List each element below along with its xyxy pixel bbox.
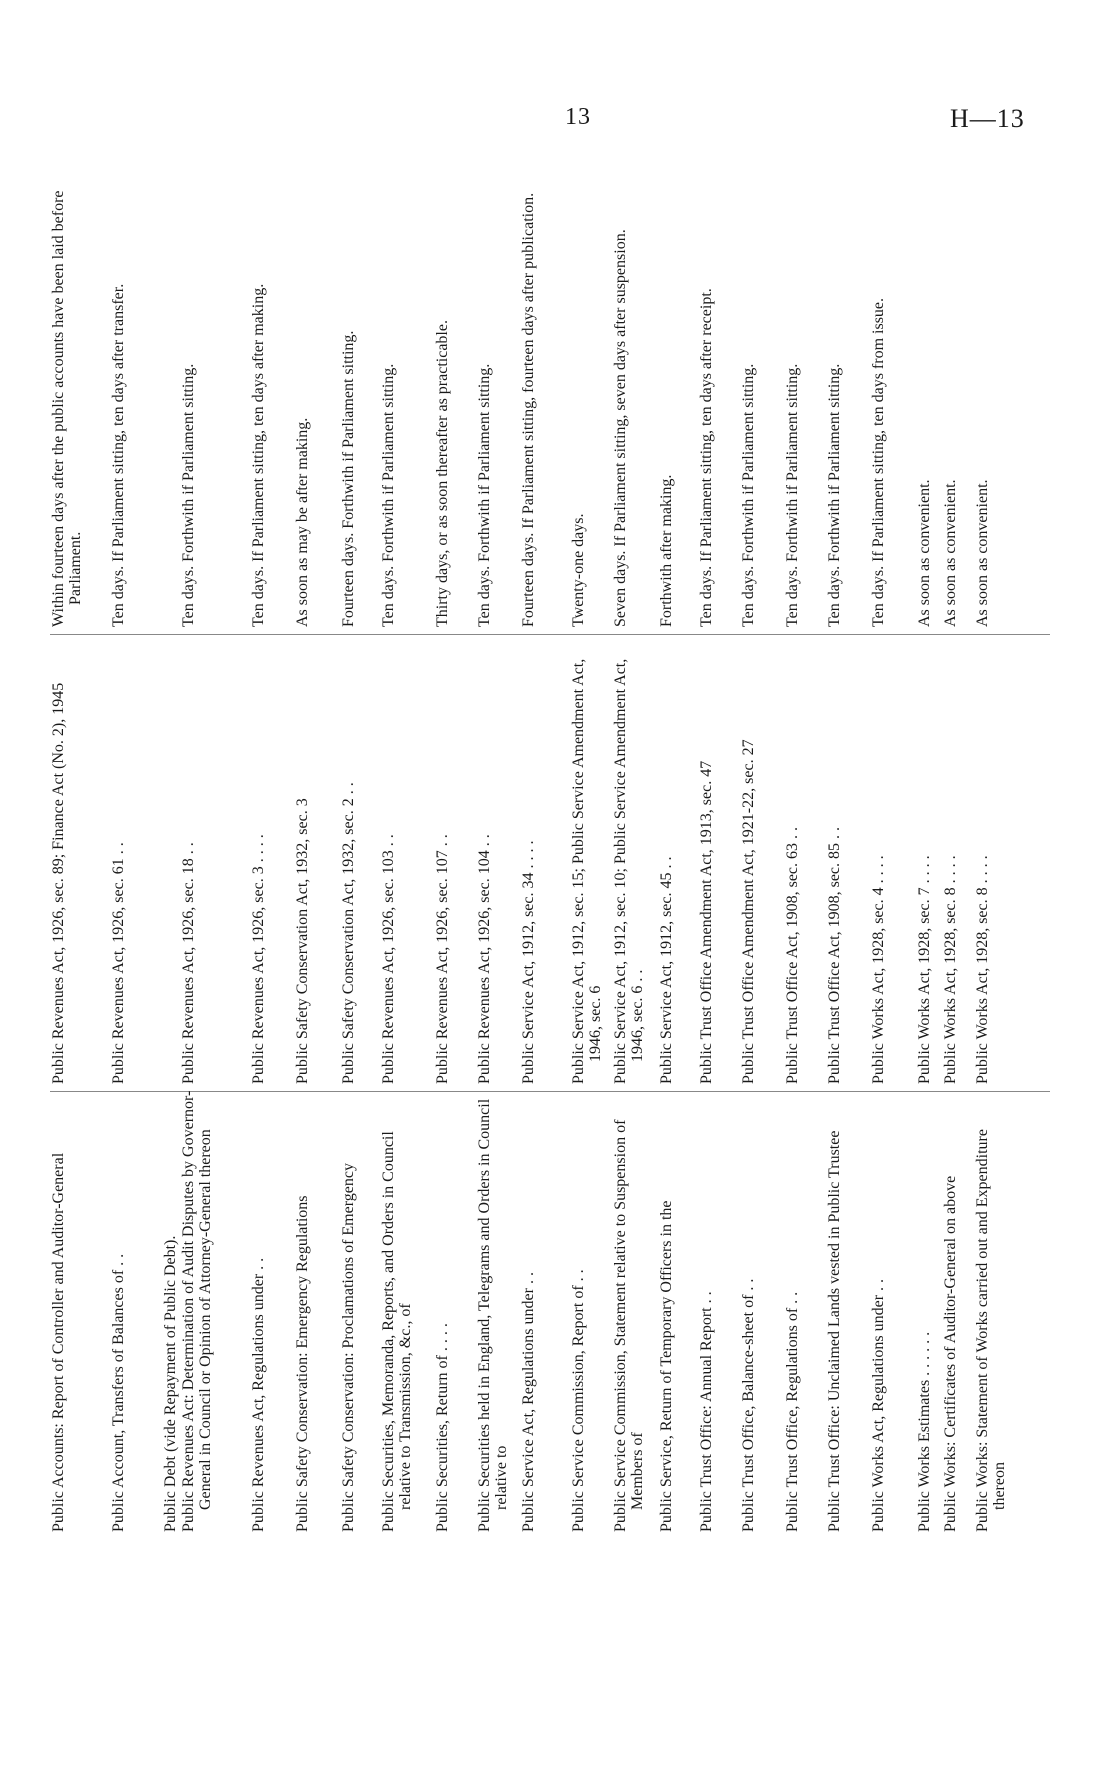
cell-act: Public Trust Office Amendment Act, 1921-22, sec. 27 <box>740 739 757 1084</box>
cell-subject: Public Works: Certificates of Auditor-General on above <box>942 1175 959 1532</box>
cell-act: Public Works Act, 1928, sec. 4 . . . . <box>870 855 887 1084</box>
cell-time: As soon as convenient. <box>974 479 991 627</box>
cell-act: Public Safety Conservation Act, 1932, sec. 3 <box>294 798 311 1084</box>
cell-subject: Public Accounts: Report of Controller and Auditor-General <box>50 1152 67 1532</box>
cell-act: Public Revenues Act, 1926, sec. 103 . . <box>380 834 397 1084</box>
cell-subject: Public Service, Return of Temporary Officers in the <box>658 1200 675 1532</box>
cell-subject: Public Securities, Return of . . . . <box>434 1323 451 1532</box>
cell-time: Within fourteen days after the public accounts have been laid before Parliament. <box>50 190 84 627</box>
cell-time: Forthwith after making. <box>658 474 675 627</box>
cell-act: Public Revenues Act, 1926, sec. 89; Finance Act (No. 2), 1945 <box>50 682 67 1084</box>
cell-time: Ten days. If Parliament sitting, ten days after making. <box>250 283 267 627</box>
cell-act: Public Revenues Act, 1926, sec. 104 . . <box>476 834 493 1084</box>
cell-subject: Public Debt (vide Repayment of Public Debt). <box>162 1235 179 1532</box>
cell-subject: Public Works Estimates . . . . . . <box>916 1331 933 1532</box>
cell-time: Ten days. Forthwith if Parliament sitting. <box>476 363 493 627</box>
cell-time: Ten days. If Parliament sitting, ten days after transfer. <box>110 283 127 627</box>
cell-time: Fourteen days. Forthwith if Parliament sitting. <box>340 330 357 627</box>
cell-time: Fourteen days. If Parliament sitting, fourteen days after publication. <box>520 192 537 627</box>
column-divider <box>50 634 1050 635</box>
cell-act: Public Trust Office Act, 1908, sec. 85 . . <box>826 826 843 1084</box>
cell-subject: Public Securities, Memoranda, Reports, and Orders in Council relative to Transmission, &c., of <box>380 1131 414 1532</box>
cell-time: Ten days. If Parliament sitting, ten days from issue. <box>870 297 887 627</box>
cell-subject: Public Account, Transfers of Balances of . . <box>110 1253 127 1532</box>
cell-time: Ten days. Forthwith if Parliament sitting. <box>784 363 801 627</box>
cell-subject: Public Works: Statement of Works carried out and Expenditure thereon <box>974 1129 1008 1532</box>
cell-act: Public Works Act, 1928, sec. 8 . . . . <box>942 855 959 1084</box>
cell-subject: Public Service Commission, Report of . . <box>570 1269 587 1532</box>
cell-subject: Public Trust Office: Annual Report . . <box>698 1291 715 1532</box>
cell-time: Ten days. If Parliament sitting, ten days after receipt. <box>698 288 715 627</box>
cell-time: Ten days. Forthwith if Parliament sitting. <box>826 363 843 627</box>
cell-subject: Public Service Commission, Statement relative to Suspension of Members of <box>612 1119 646 1532</box>
cell-time: As soon as may be after making. <box>294 417 311 627</box>
cell-subject: Public Service Act, Regulations under . . <box>520 1272 537 1532</box>
cell-subject: Public Trust Office, Regulations of . . <box>784 1291 801 1532</box>
cell-subject: Public Securities held in England, Telegrams and Orders in Council relative to <box>476 1098 510 1532</box>
cell-time: As soon as convenient. <box>916 479 933 627</box>
cell-time: Thirty days, or as soon thereafter as practicable. <box>434 320 451 627</box>
cell-subject: Public Trust Office, Balance-sheet of . . <box>740 1278 757 1532</box>
cell-act: Public Trust Office Act, 1908, sec. 63 . . <box>784 826 801 1084</box>
cell-act: Public Revenues Act, 1926, sec. 18 . . <box>180 842 197 1084</box>
page-code: H—13 <box>950 104 1025 133</box>
cell-time: Ten days. Forthwith if Parliament sitting. <box>740 363 757 627</box>
page-number: 13 <box>565 104 591 130</box>
cell-subject: Public Safety Conservation: Emergency Regulations <box>294 1195 311 1532</box>
cell-time: As soon as convenient. <box>942 479 959 627</box>
cell-subject: Public Safety Conservation: Proclamations of Emergency <box>340 1163 357 1532</box>
papers-table <box>50 190 1050 1532</box>
cell-time: Ten days. Forthwith if Parliament sitting. <box>180 363 197 627</box>
cell-act: Public Service Act, 1912, sec. 45 . . <box>658 856 675 1084</box>
cell-act: Public Trust Office Amendment Act, 1913, sec. 47 <box>698 760 715 1084</box>
cell-act: Public Service Act, 1912, sec. 15; Public Service Amendment Act, 1946, sec. 6 <box>570 658 604 1084</box>
cell-time: Ten days. Forthwith if Parliament sitting. <box>380 363 397 627</box>
cell-act: Public Service Act, 1912, sec. 10; Public Service Amendment Act, 1946, sec. 6 . . <box>612 658 646 1084</box>
cell-subject: Public Revenues Act: Determination of Audit Disputes by Governor-General in Council or Opinion of Attorney-General thereon <box>180 1090 214 1532</box>
cell-act: Public Works Act, 1928, sec. 8 . . . . <box>974 855 991 1084</box>
cell-act: Public Safety Conservation Act, 1932, sec. 2 . . <box>340 782 357 1084</box>
cell-subject: Public Works Act, Regulations under . . <box>870 1278 887 1532</box>
cell-time: Seven days. If Parliament sitting, seven days after suspension. <box>612 229 629 627</box>
cell-act: Public Revenues Act, 1926, sec. 61 . . <box>110 842 127 1084</box>
cell-time: Twenty-one days. <box>570 513 587 627</box>
cell-act: Public Works Act, 1928, sec. 7 . . . . <box>916 855 933 1084</box>
cell-act: Public Service Act, 1912, sec. 34 . . . . <box>520 840 537 1084</box>
cell-act: Public Revenues Act, 1926, sec. 3 . . . . <box>250 834 267 1084</box>
cell-subject: Public Trust Office: Unclaimed Lands vested in Public Trustee <box>826 1130 843 1532</box>
rotated-table <box>50 190 1050 1532</box>
cell-subject: Public Revenues Act, Regulations under . . <box>250 1257 267 1532</box>
cell-act: Public Revenues Act, 1926, sec. 107 . . <box>434 834 451 1084</box>
